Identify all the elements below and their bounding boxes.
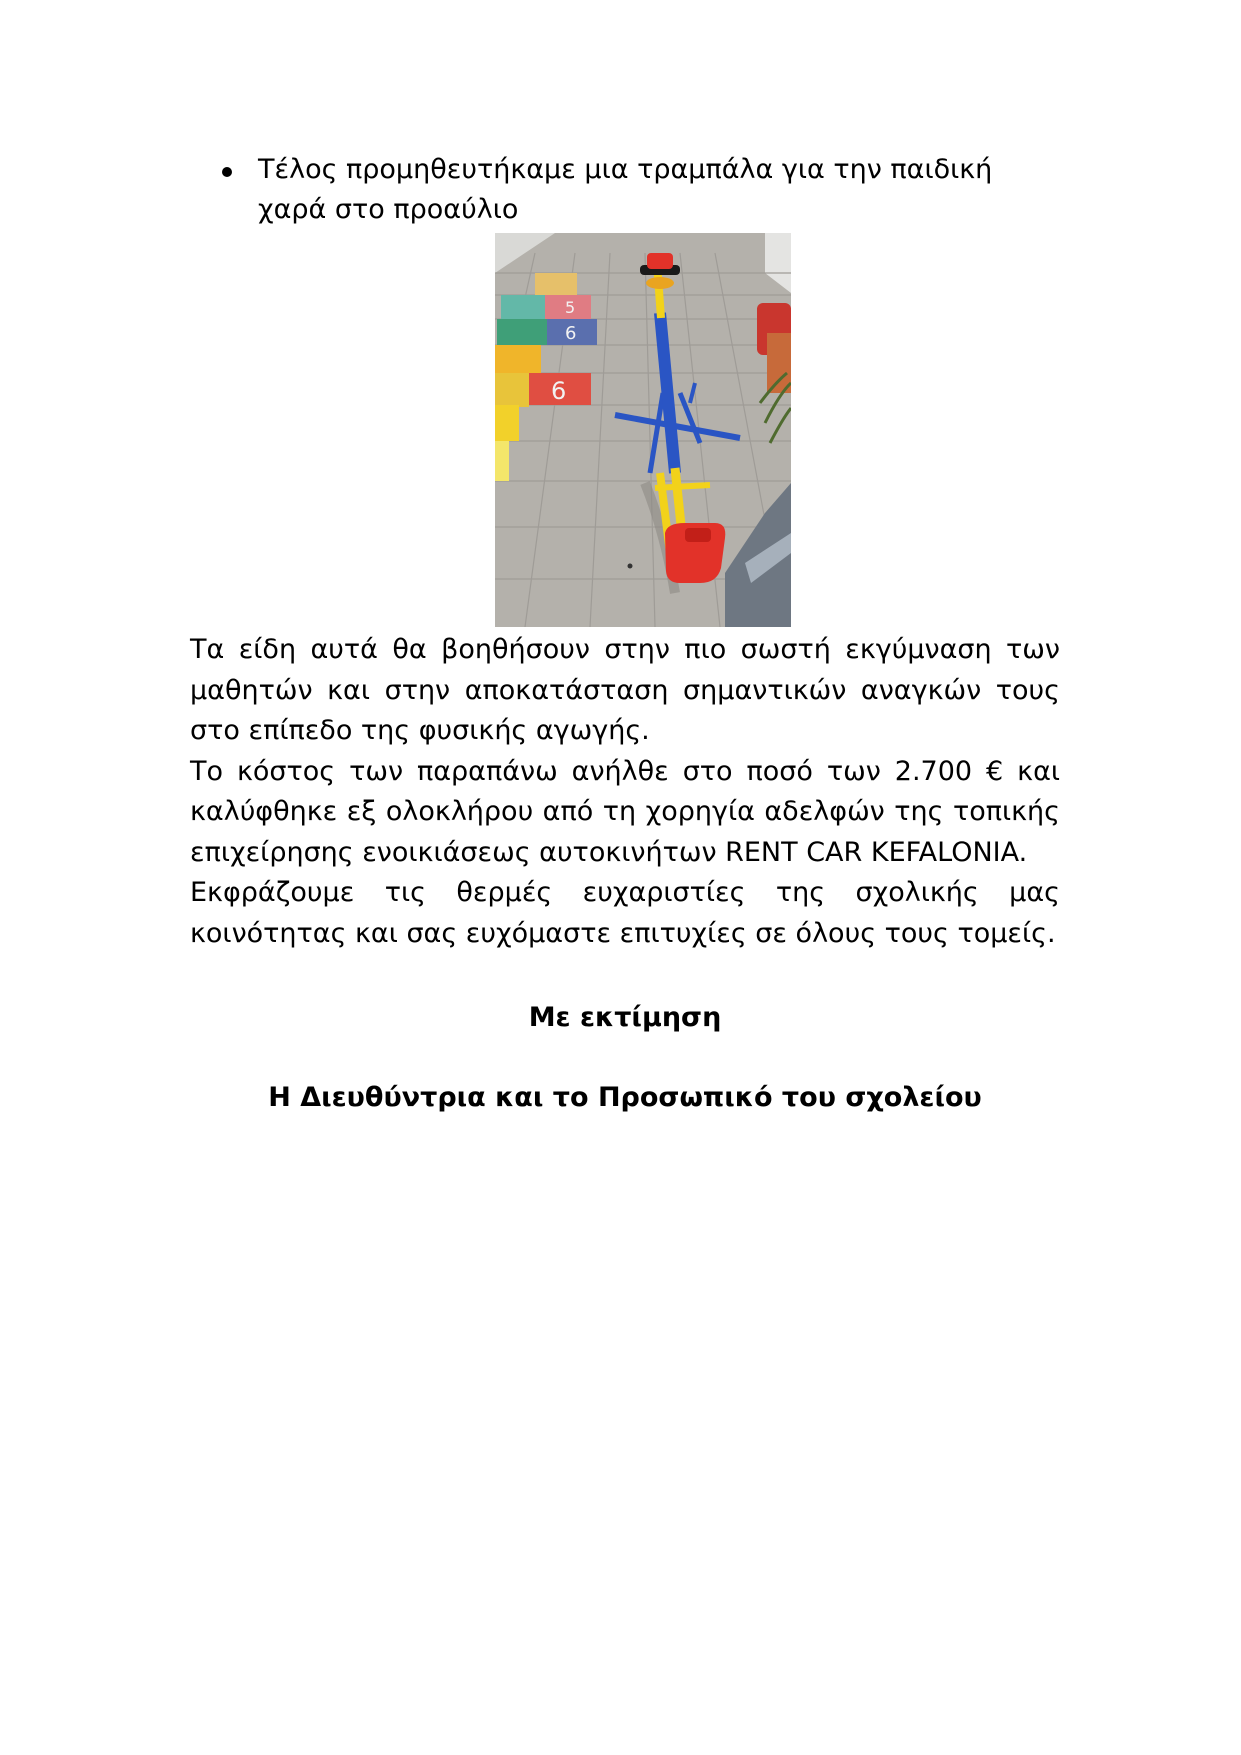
hopscotch-number-1: 5 [565, 298, 576, 317]
paragraph-2: Το κόστος των παραπάνω ανήλθε στο ποσό των 2.700 € και καλύφθηκε εξ ολοκλήρου από τη χορηγία αδελφών της τοπικής επιχείρησης ενοικιάσεως αυτοκινήτων RENT CAR KEFALONIA. [190, 755, 1060, 868]
paragraph-3: Εκφράζουμε τις θερμές ευχαριστίες της σχολικής μας κοινότητας και σας ευχόμαστε επιτυχίες σε όλους τους τομείς. [190, 877, 1060, 949]
hopscotch-number-2: 6 [565, 323, 577, 344]
bullet-text: Τέλος προμηθευτήκαμε μια τραμπάλα για την παιδική χαρά στο προαύλιο [258, 154, 993, 225]
closing-regards: Με εκτίμηση [528, 1002, 722, 1033]
body-text [190, 630, 1060, 954]
paragraph-1: Τα είδη αυτά θα βοηθήσουν στην πιο σωστή εκγύμναση των μαθητών και στην αποκατάσταση σημαντικών αναγκών τους στο επίπεδο της φυσικής αγωγής. [190, 634, 1060, 746]
planter [767, 333, 791, 393]
closing-signature: Η Διευθύντρια και το Προσωπικό του σχολείου [268, 1082, 982, 1113]
hopscotch-number-3: 6 [551, 377, 567, 405]
bullet-dot-icon [222, 167, 232, 177]
seesaw-photo [495, 233, 791, 627]
bullet-item [222, 150, 1062, 230]
seesaw-photo-drawing [495, 233, 791, 627]
